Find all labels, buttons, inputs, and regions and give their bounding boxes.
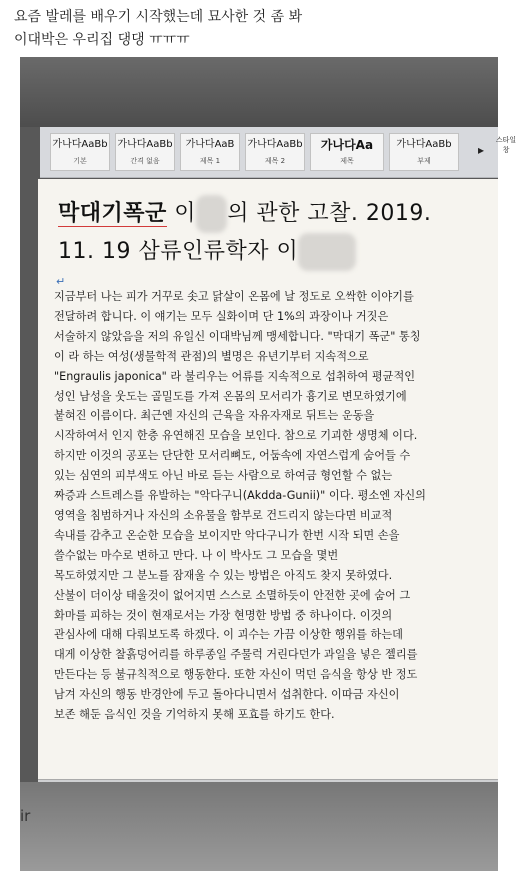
- text-line: 남겨 자신의 행동 반경안에 두고 돌아다니면서 섭취한다. 이따금 자신이: [54, 688, 400, 702]
- document-page[interactable]: [38, 179, 498, 779]
- post-caption: [14, 6, 302, 52]
- document-body[interactable]: [54, 287, 486, 725]
- style-preview: 가나다AaBb: [396, 139, 452, 150]
- text-line: 성인 남성을 웃도는 골밀도를 가져 온몸의 모서리가 흉기로 변모하였기에: [54, 389, 407, 403]
- text-line: 영역을 침범하거나 자신의 소유물을 함부로 건드리지 않는다면 비교적: [54, 508, 393, 522]
- ribbon-scroll-right-icon[interactable]: ▸: [478, 143, 485, 157]
- text-line: 하지만 이것의 공포는 단단한 모서리뼈도, 어둠속에 자연스럽게 숨어들 수: [54, 449, 411, 463]
- text-line: 화마를 피하는 것이 현재로서는 가장 현명한 방법 중 하나이다. 이것의: [54, 608, 393, 622]
- text-line: 이 라 하는 여성(생물학적 관점)의 별명은 유년기부터 지속적으로: [54, 349, 369, 363]
- photo-bottom-text: ir: [20, 807, 31, 825]
- text-line: 대게 이상한 찰흙덩어리를 하루종일 주물럭 거린다던가 과일을 넣은 젤리를: [54, 648, 418, 662]
- text-line: 만든다는 등 불규칙적으로 행동한다. 또한 자신이 먹던 음식을 항상 반 정도: [54, 668, 418, 682]
- caption-line-1: 요즘 발레를 배우기 시작했는데 묘사한 것 좀 봐: [14, 9, 303, 25]
- text-line: 산불이 더이상 태울것이 없어지면 스스로 소멸하듯이 안전한 곳에 숨어 그: [54, 588, 411, 602]
- style-label: 간격 없음: [130, 157, 160, 165]
- style-label: 제목 1: [199, 157, 221, 165]
- style-title-button[interactable]: [310, 133, 384, 171]
- text-line: 쓸수없는 마수로 변하고 만다. 나 이 박사도 그 모습을 몇번: [54, 548, 339, 562]
- style-subtitle-button[interactable]: [389, 133, 459, 171]
- redacted-blur: [196, 195, 227, 233]
- style-heading2-button[interactable]: [245, 133, 305, 171]
- paragraph-mark-icon: ↵: [56, 275, 66, 288]
- style-preview: 가나다Aa: [320, 138, 374, 152]
- style-normal-button[interactable]: [50, 133, 110, 171]
- style-preview: 가나다AaBb: [52, 139, 108, 150]
- text-line: 보존 해둔 음식인 것을 기억하지 못해 포효를 하기도 한다.: [54, 708, 335, 722]
- title-part-a: 이: [174, 201, 197, 226]
- style-label: 부제: [417, 157, 431, 165]
- styles-pane-button[interactable]: 스타일 창: [495, 136, 517, 154]
- style-preview: 가나다AaB: [185, 139, 235, 150]
- text-line: 지금부터 나는 피가 거꾸로 솟고 닭살이 온몸에 날 정도로 오싹한 이야기를: [54, 290, 414, 303]
- style-heading1-button[interactable]: [180, 133, 240, 171]
- photo-background-bottom: [20, 782, 498, 871]
- text-line: 시작하여서 인지 한층 유연해진 모습을 보인다. 참으로 기괴한 생명체 이다.: [54, 429, 418, 443]
- text-line: 관심사에 대해 다뤄보도록 하겠다. 이 괴수는 가끔 이상한 행위를 하는데: [54, 628, 403, 642]
- style-preview: 가나다AaBb: [117, 139, 173, 150]
- document-title: [58, 195, 483, 271]
- title-part-c: 11. 19 삼류인류학자 이: [58, 239, 299, 264]
- style-label: 기본: [73, 157, 87, 165]
- text-line: 있는 심연의 피부색도 아닌 바로 듣는 사람으로 하여금 형언할 수 없는: [54, 469, 393, 483]
- style-no-spacing-button[interactable]: [115, 133, 175, 171]
- redacted-blur: [298, 233, 356, 271]
- style-preview: 가나다AaBb: [247, 139, 303, 150]
- title-part-b: 의 관한 고찰. 2019.: [227, 201, 432, 226]
- text-line: "Engraulis japonica" 라 불리우는 어류를 지속적으로 섭취하여 평균적인: [54, 369, 416, 383]
- ribbon-styles: [40, 127, 517, 178]
- photo-background-top: [20, 57, 498, 127]
- text-line: 짜증과 스트레스를 유발하는 "악다구니(Akdda-Gunii)" 이다. 평소엔 자신의: [54, 489, 426, 503]
- text-line: 서술하지 않았음을 저의 유일신 이대박님께 맹세합니다. "막대기 폭군" 통칭: [54, 329, 421, 343]
- text-line: 목도하였지만 그 분노를 잠재울 수 있는 방법은 아직도 찾지 못하였다.: [54, 568, 393, 582]
- caption-line-2: 이대박은 우리집 댕댕 ㅠㅠㅠ: [14, 32, 190, 48]
- style-label: 제목: [340, 157, 354, 165]
- text-line: 속내를 감추고 온순한 모습을 보이지만 악다구니가 한번 시작 되면 손을: [54, 528, 400, 542]
- title-brand: 막대기폭군: [58, 201, 167, 226]
- style-label: 제목 2: [264, 157, 286, 165]
- text-line: 전달하려 합니다. 이 얘기는 모두 실화이며 단 1%의 과장이나 거짓은: [54, 309, 389, 323]
- photo[interactable]: [20, 57, 517, 871]
- text-line: 붙혀진 이름이다. 최근엔 자신의 근육을 자유자재로 뒤트는 운동을: [54, 409, 375, 423]
